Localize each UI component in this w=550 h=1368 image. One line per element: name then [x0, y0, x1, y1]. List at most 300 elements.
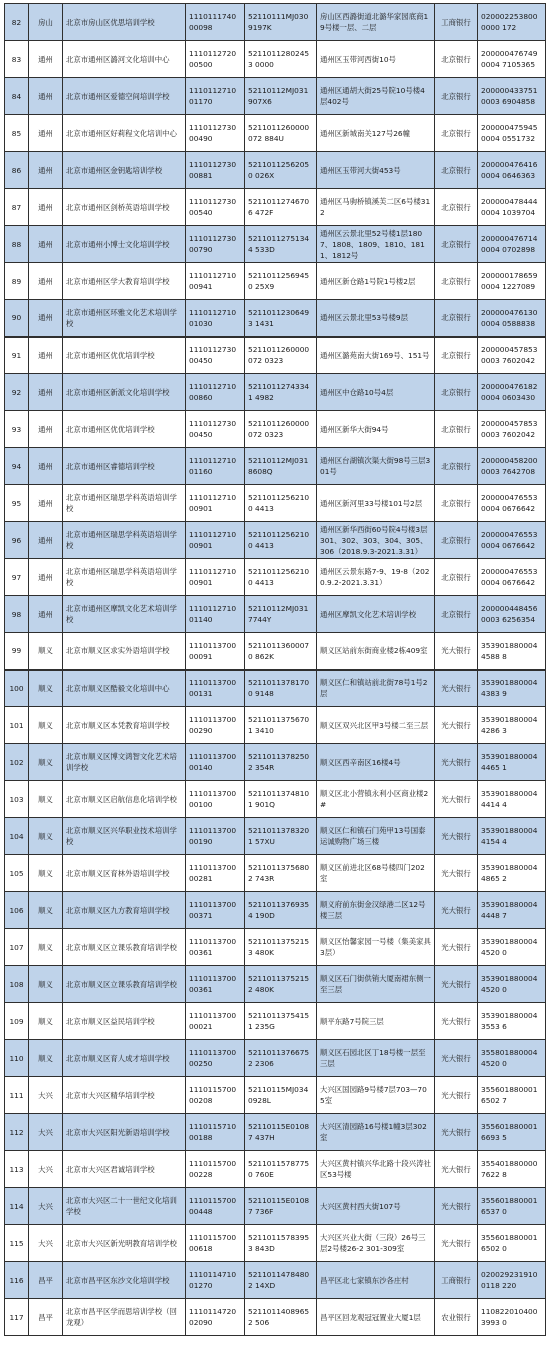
account-cell: 2000004784440004 1039704	[478, 189, 546, 226]
account-cell: 3539018800044286 3	[478, 707, 546, 744]
bank-cell: 光大银行	[435, 966, 478, 1003]
bank-cell: 光大银行	[435, 633, 478, 670]
credit-code-cell: 52110112MJ031 907X6	[245, 78, 317, 115]
district-cell: 通州	[29, 448, 63, 485]
credit-code-cell: 52110113756701 3410	[245, 707, 317, 744]
table-row	[5, 1225, 546, 1262]
table-row	[5, 1003, 546, 1040]
district-cell: 昌平	[29, 1262, 63, 1299]
account-cell: 0200022538000000 172	[478, 4, 546, 41]
district-cell: 通州	[29, 485, 63, 522]
row-number: 98	[5, 596, 29, 633]
license-code-cell: 1110113700 00371	[186, 892, 245, 929]
account-cell: 2000004765530004 0676642	[478, 522, 546, 559]
credit-code-cell: 52110113600070 862K	[245, 633, 317, 670]
credit-code-cell: 52110115MJ034 0928L	[245, 1077, 317, 1114]
license-code-cell: 1110115700 00228	[186, 1151, 245, 1188]
district-cell: 顺义	[29, 818, 63, 855]
row-number: 94	[5, 448, 29, 485]
school-name-cell: 北京市顺义区本凭教育培训学校	[63, 707, 186, 744]
credit-code-cell: 52110115787750 760E	[245, 1151, 317, 1188]
credit-code-cell: 52110113756802 743R	[245, 855, 317, 892]
account-cell: 3539018800044448 7	[478, 892, 546, 929]
bank-cell: 光大银行	[435, 1151, 478, 1188]
district-cell: 通州	[29, 374, 63, 411]
license-code-cell: 1110113700 00361	[186, 966, 245, 1003]
row-number: 109	[5, 1003, 29, 1040]
credit-code-cell: 52110112562100 4413	[245, 559, 317, 596]
credit-code-cell: 52110113748101 901Q	[245, 781, 317, 818]
account-cell: 3539018800044154 4	[478, 818, 546, 855]
row-number: 85	[5, 115, 29, 152]
table-row	[5, 781, 546, 818]
table-row	[5, 855, 546, 892]
table-row	[5, 1262, 546, 1299]
school-name-cell: 北京市通州小博士文化培训学校	[63, 226, 186, 263]
license-code-cell: 1110111740 00098	[186, 4, 245, 41]
table-row	[5, 596, 546, 633]
account-cell: 3556018800016502 7	[478, 1077, 546, 1114]
address-cell: 顺义区西辛南区16楼4号	[317, 744, 435, 781]
credit-code-cell: 52110113766752 2306	[245, 1040, 317, 1077]
row-number: 97	[5, 559, 29, 596]
credit-code-cell: 52110112751344 533D	[245, 226, 317, 263]
address-cell: 大兴区黄村镇兴华北路十段兴涛社区53号楼	[317, 1151, 435, 1188]
school-name-cell: 北京市大兴区阳光新语培训学校	[63, 1114, 186, 1151]
address-cell: 顺义府前东街金汉绿港二区12号楼三层	[317, 892, 435, 929]
address-cell: 通州区新河里33号楼101号2层	[317, 485, 435, 522]
address-cell: 顺义区双兴北区甲3号楼二至三层	[317, 707, 435, 744]
row-number: 107	[5, 929, 29, 966]
table-row	[5, 374, 546, 411]
license-code-cell: 1110112710 01030	[186, 300, 245, 337]
license-code-cell: 1110113700 00250	[186, 1040, 245, 1077]
row-number: 102	[5, 744, 29, 781]
district-cell: 大兴	[29, 1225, 63, 1262]
account-cell: 2000004484560003 6256354	[478, 596, 546, 633]
district-cell: 房山	[29, 4, 63, 41]
credit-code-cell: 52110112569450 25X9	[245, 263, 317, 300]
address-cell: 昌平区回龙观冠冠置业大厦1层	[317, 1299, 435, 1336]
account-cell: 2000004759450004 0551732	[478, 115, 546, 152]
bank-cell: 北京银行	[435, 522, 478, 559]
table-row	[5, 559, 546, 596]
credit-code-cell: 52110115783953 843D	[245, 1225, 317, 1262]
license-code-cell: 1110115710 00188	[186, 1114, 245, 1151]
credit-code-cell: 52110115E01087 736F	[245, 1188, 317, 1225]
district-cell: 顺义	[29, 892, 63, 929]
table-row	[5, 818, 546, 855]
credit-code-cell: 52110112562050 026X	[245, 152, 317, 189]
school-name-cell: 北京市顺义区博文鸿智文化艺术培训学校	[63, 744, 186, 781]
school-name-cell: 北京市大兴区精华培训学校	[63, 1077, 186, 1114]
address-cell: 昌平区北七家镇东沙各庄村	[317, 1262, 435, 1299]
district-cell: 通州	[29, 522, 63, 559]
district-cell: 大兴	[29, 1151, 63, 1188]
district-cell: 通州	[29, 300, 63, 337]
row-number: 114	[5, 1188, 29, 1225]
school-name-cell: 北京市通州区瑞思学科英语培训学校	[63, 522, 186, 559]
credit-code-cell: 52110113752153 480K	[245, 929, 317, 966]
table-row	[5, 1151, 546, 1188]
row-number: 83	[5, 41, 29, 78]
bank-cell: 北京银行	[435, 448, 478, 485]
credit-code-cell: 52110112802453 0000	[245, 41, 317, 78]
license-code-cell: 1110113700 00140	[186, 744, 245, 781]
table-row	[5, 966, 546, 1003]
table-row	[5, 744, 546, 781]
row-number: 108	[5, 966, 29, 1003]
district-cell: 顺义	[29, 1040, 63, 1077]
license-code-cell: 1110112730 00450	[186, 411, 245, 448]
credit-code-cell: 52110113754151 235G	[245, 1003, 317, 1040]
address-cell: 通州区云景北里52号楼1层1807、1808、1809、1810、1811、1812号	[317, 226, 435, 263]
district-cell: 顺义	[29, 1003, 63, 1040]
license-code-cell: 1110112710 00860	[186, 374, 245, 411]
row-number: 115	[5, 1225, 29, 1262]
table-row	[5, 263, 546, 300]
credit-code-cell: 52110112306493 1431	[245, 300, 317, 337]
row-number: 103	[5, 781, 29, 818]
bank-cell: 光大银行	[435, 818, 478, 855]
school-name-cell: 北京市大兴区二十一世纪文化培训学校	[63, 1188, 186, 1225]
school-name-cell: 北京市顺义区立课乐教育培训学校	[63, 966, 186, 1003]
license-code-cell: 1110113700 00190	[186, 818, 245, 855]
school-name-cell: 北京市通州区优优培训学校	[63, 411, 186, 448]
credit-code-cell: 52110113752152 480K	[245, 966, 317, 1003]
account-cell: 3556018800016537 0	[478, 1188, 546, 1225]
address-cell: 通州区玉带河西街10号	[317, 41, 435, 78]
license-code-cell: 1110112730 00540	[186, 189, 245, 226]
license-code-cell: 1110112730 00450	[186, 337, 245, 374]
account-cell: 2000004578530003 7602042	[478, 411, 546, 448]
account-cell: 3558018800044520 0	[478, 1040, 546, 1077]
table-row	[5, 41, 546, 78]
table-row	[5, 411, 546, 448]
school-name-cell: 北京市顺义区求实外语培训学校	[63, 633, 186, 670]
table-row	[5, 670, 546, 707]
row-number: 89	[5, 263, 29, 300]
credit-code-cell: 52110113782502 354R	[245, 744, 317, 781]
address-cell: 通州区云景东路7-9、19-8（2020.9.2-2021.3.31）	[317, 559, 435, 596]
row-number: 106	[5, 892, 29, 929]
credit-code-cell: 52110113781700 9148	[245, 670, 317, 707]
address-cell: 通州区新华西街60号院4号楼3层301、302、303、304、305、306（2018.9.3-2021.3.31）	[317, 522, 435, 559]
row-number: 110	[5, 1040, 29, 1077]
row-number: 92	[5, 374, 29, 411]
account-cell: 2000004761300004 0588838	[478, 300, 546, 337]
license-code-cell: 1110112710 00901	[186, 522, 245, 559]
table-row	[5, 337, 546, 374]
district-cell: 大兴	[29, 1114, 63, 1151]
account-cell: 3539018800044414 4	[478, 781, 546, 818]
district-cell: 通州	[29, 152, 63, 189]
table-row	[5, 485, 546, 522]
address-cell: 通州区摩凯文化艺术培训学校	[317, 596, 435, 633]
license-code-cell: 1110114710 01270	[186, 1262, 245, 1299]
license-code-cell: 1110113700 00131	[186, 670, 245, 707]
license-code-cell: 1110112710 01170	[186, 78, 245, 115]
address-cell: 顺义区北小营镇永利小区商业楼2#	[317, 781, 435, 818]
bank-cell: 光大银行	[435, 1040, 478, 1077]
bank-cell: 北京银行	[435, 485, 478, 522]
license-code-cell: 1110112710 00901	[186, 559, 245, 596]
bank-cell: 光大银行	[435, 781, 478, 818]
bank-cell: 光大银行	[435, 1114, 478, 1151]
school-name-cell: 北京市房山区优思培训学校	[63, 4, 186, 41]
district-cell: 顺义	[29, 855, 63, 892]
license-code-cell: 1110113700 00091	[186, 633, 245, 670]
credit-code-cell: 52110112746706 472F	[245, 189, 317, 226]
address-cell: 通州区新仓路1号院1号楼2层	[317, 263, 435, 300]
bank-cell: 北京银行	[435, 559, 478, 596]
license-code-cell: 1110114720 02090	[186, 1299, 245, 1336]
district-cell: 顺义	[29, 744, 63, 781]
school-name-cell: 北京市昌平区学而思培训学校（回龙观）	[63, 1299, 186, 1336]
district-cell: 通州	[29, 189, 63, 226]
bank-cell: 北京银行	[435, 263, 478, 300]
school-name-cell: 北京市通州区环雅文化艺术培训学校	[63, 300, 186, 337]
school-name-cell: 北京市通州区剑桥英语培训学校	[63, 189, 186, 226]
row-number: 113	[5, 1151, 29, 1188]
address-cell: 通州区新华大街94号	[317, 411, 435, 448]
row-number: 104	[5, 818, 29, 855]
license-code-cell: 1110112710 00941	[186, 263, 245, 300]
table-row	[5, 78, 546, 115]
address-cell: 顺平东路7号院三层	[317, 1003, 435, 1040]
row-number: 96	[5, 522, 29, 559]
account-cell: 3539018800044465 1	[478, 744, 546, 781]
table-row	[5, 115, 546, 152]
bank-cell: 北京银行	[435, 337, 478, 374]
school-name-cell: 北京市大兴区君诚培训学校	[63, 1151, 186, 1188]
bank-cell: 农业银行	[435, 1299, 478, 1336]
table-row	[5, 1299, 546, 1336]
table-row	[5, 522, 546, 559]
license-code-cell: 1110112710 00901	[186, 485, 245, 522]
bank-cell: 光大银行	[435, 744, 478, 781]
district-cell: 昌平	[29, 1299, 63, 1336]
district-cell: 顺义	[29, 966, 63, 1003]
address-cell: 顺义区站前东街商业楼2栋409室	[317, 633, 435, 670]
license-code-cell: 1110112710 01160	[186, 448, 245, 485]
table-row	[5, 189, 546, 226]
license-code-cell: 1110115700 00448	[186, 1188, 245, 1225]
school-table	[4, 3, 546, 1336]
account-cell: 2000004767490004 7105365	[478, 41, 546, 78]
account-cell: 3539018800044520 0	[478, 966, 546, 1003]
district-cell: 通州	[29, 115, 63, 152]
address-cell: 大兴区清园路16号楼1幢3层302室	[317, 1114, 435, 1151]
row-number: 99	[5, 633, 29, 670]
bank-cell: 光大银行	[435, 1003, 478, 1040]
district-cell: 通州	[29, 337, 63, 374]
account-cell: 3539018800044865 2	[478, 855, 546, 892]
table-body	[5, 4, 546, 1336]
school-name-cell: 北京市顺义区益民培训学校	[63, 1003, 186, 1040]
address-cell: 顺义区仁和镇站前北街78号1号2层	[317, 670, 435, 707]
district-cell: 通州	[29, 263, 63, 300]
bank-cell: 光大银行	[435, 855, 478, 892]
bank-cell: 光大银行	[435, 670, 478, 707]
license-code-cell: 1110112720 00500	[186, 41, 245, 78]
school-name-cell: 北京市昌平区东沙文化培训学校	[63, 1262, 186, 1299]
account-cell: 1108220104003993 0	[478, 1299, 546, 1336]
district-cell: 通州	[29, 411, 63, 448]
school-name-cell: 北京市大兴区新光明教育培训学校	[63, 1225, 186, 1262]
table-row	[5, 1114, 546, 1151]
bank-cell: 北京银行	[435, 596, 478, 633]
table-row	[5, 929, 546, 966]
address-cell: 顺义区仁和镇石门苑甲13号国泰运诚购物广场三楼	[317, 818, 435, 855]
account-cell: 2000004761820004 0603430	[478, 374, 546, 411]
account-cell: 2000004582000003 7642708	[478, 448, 546, 485]
account-cell: 3556018800016502 0	[478, 1225, 546, 1262]
district-cell: 顺义	[29, 707, 63, 744]
district-cell: 大兴	[29, 1188, 63, 1225]
bank-cell: 北京银行	[435, 226, 478, 263]
bank-cell: 北京银行	[435, 41, 478, 78]
table-row	[5, 4, 546, 41]
address-cell: 大兴区兴业大街（三段）26号三层2号楼26-2 301-309室	[317, 1225, 435, 1262]
account-cell: 2000004767140004 0702898	[478, 226, 546, 263]
license-code-cell: 1110113700 00361	[186, 929, 245, 966]
bank-cell: 北京银行	[435, 152, 478, 189]
district-cell: 顺义	[29, 633, 63, 670]
school-name-cell: 北京市通州区好莉程文化培训中心	[63, 115, 186, 152]
credit-code-cell: 5211011260000072 0323	[245, 337, 317, 374]
license-code-cell: 1110113700 00100	[186, 781, 245, 818]
school-name-cell: 北京市顺义区酷毅文化培训中心	[63, 670, 186, 707]
bank-cell: 光大银行	[435, 707, 478, 744]
address-cell: 顺义区前进北区68号楼四门202室	[317, 855, 435, 892]
school-name-cell: 北京市顺义区育林外语培训学校	[63, 855, 186, 892]
credit-code-cell: 52110112562100 4413	[245, 522, 317, 559]
license-code-cell: 1110113700 00021	[186, 1003, 245, 1040]
credit-code-cell: 52110114089652 506	[245, 1299, 317, 1336]
license-code-cell: 1110112730 00490	[186, 115, 245, 152]
district-cell: 通州	[29, 41, 63, 78]
bank-cell: 光大银行	[435, 929, 478, 966]
credit-code-cell: 5211011260000072 0323	[245, 411, 317, 448]
row-number: 93	[5, 411, 29, 448]
district-cell: 通州	[29, 559, 63, 596]
account-cell: 3539018800043553 6	[478, 1003, 546, 1040]
school-name-cell: 北京市通州区睿德培训学校	[63, 448, 186, 485]
account-cell: 0200292319100118 220	[478, 1262, 546, 1299]
district-cell: 通州	[29, 78, 63, 115]
table-row	[5, 300, 546, 337]
address-cell: 通州区云景北里53号楼9层	[317, 300, 435, 337]
row-number: 111	[5, 1077, 29, 1114]
account-cell: 2000004764160004 0646363	[478, 152, 546, 189]
credit-code-cell: 52110113783201 57XU	[245, 818, 317, 855]
table-row	[5, 892, 546, 929]
bank-cell: 北京银行	[435, 411, 478, 448]
row-number: 95	[5, 485, 29, 522]
address-cell: 顺义区怡馨家园一号楼（集美家具3层）	[317, 929, 435, 966]
row-number: 100	[5, 670, 29, 707]
document-page	[4, 3, 545, 1365]
school-name-cell: 北京市顺义区启航信息化培训学校	[63, 781, 186, 818]
district-cell: 大兴	[29, 1077, 63, 1114]
credit-code-cell: 52110113769354 190D	[245, 892, 317, 929]
license-code-cell: 1110112730 00790	[186, 226, 245, 263]
account-cell: 3554018800007622 8	[478, 1151, 546, 1188]
credit-code-cell: 52110115E01087 437H	[245, 1114, 317, 1151]
bank-cell: 光大银行	[435, 1077, 478, 1114]
address-cell: 通州区新城南关127号26幢	[317, 115, 435, 152]
credit-code-cell: 52110111MJ030 9197K	[245, 4, 317, 41]
row-number: 88	[5, 226, 29, 263]
table-row	[5, 1040, 546, 1077]
table-row	[5, 633, 546, 670]
table-row	[5, 707, 546, 744]
row-number: 117	[5, 1299, 29, 1336]
school-name-cell: 北京市通州区潞河文化培训中心	[63, 41, 186, 78]
bank-cell: 光大银行	[435, 892, 478, 929]
address-cell: 顺义区石园北区丁18号楼一层至三层	[317, 1040, 435, 1077]
credit-code-cell: 52110112MJ031 7744Y	[245, 596, 317, 633]
row-number: 112	[5, 1114, 29, 1151]
row-number: 91	[5, 337, 29, 374]
row-number: 82	[5, 4, 29, 41]
table-row	[5, 152, 546, 189]
school-name-cell: 北京市通州区摩凯文化艺术培训学校	[63, 596, 186, 633]
credit-code-cell: 52110112562100 4413	[245, 485, 317, 522]
bank-cell: 北京银行	[435, 115, 478, 152]
row-number: 90	[5, 300, 29, 337]
address-cell: 大兴区黄村西大街107号	[317, 1188, 435, 1225]
row-number: 86	[5, 152, 29, 189]
bank-cell: 北京银行	[435, 374, 478, 411]
account-cell: 2000001786590004 1227089	[478, 263, 546, 300]
bank-cell: 光大银行	[435, 1188, 478, 1225]
table-row	[5, 448, 546, 485]
district-cell: 顺义	[29, 781, 63, 818]
license-code-cell: 1110115700 00618	[186, 1225, 245, 1262]
bank-cell: 光大银行	[435, 1225, 478, 1262]
address-cell: 通州区玉带河大街453号	[317, 152, 435, 189]
table-row	[5, 1077, 546, 1114]
bank-cell: 工商银行	[435, 1262, 478, 1299]
row-number: 87	[5, 189, 29, 226]
row-number: 84	[5, 78, 29, 115]
address-cell: 大兴区国园路9号楼7层703—705室	[317, 1077, 435, 1114]
credit-code-cell: 5211011260000072 884U	[245, 115, 317, 152]
account-cell: 3539018800044383 9	[478, 670, 546, 707]
school-name-cell: 北京市通州区爱德空间培训学校	[63, 78, 186, 115]
account-cell: 2000004337510003 6904858	[478, 78, 546, 115]
table-row	[5, 1188, 546, 1225]
bank-cell: 北京银行	[435, 78, 478, 115]
school-name-cell: 北京市通州区学大教育培训学校	[63, 263, 186, 300]
credit-code-cell: 52110112743341 4982	[245, 374, 317, 411]
address-cell: 顺义区石门街供销大厦南裙东侧一至三层	[317, 966, 435, 1003]
account-cell: 3539018800044520 0	[478, 929, 546, 966]
table-row	[5, 226, 546, 263]
address-cell: 通州区潞苑南大街169号、151号	[317, 337, 435, 374]
school-name-cell: 北京市通州区优优培训学校	[63, 337, 186, 374]
school-name-cell: 北京市顺义区九方教育培训学校	[63, 892, 186, 929]
account-cell: 3556018800016693 5	[478, 1114, 546, 1151]
school-name-cell: 北京市顺义区兴华职业技术培训学校	[63, 818, 186, 855]
address-cell: 通州区台湖镇次渠大街98号三层301号	[317, 448, 435, 485]
district-cell: 顺义	[29, 670, 63, 707]
row-number: 116	[5, 1262, 29, 1299]
bank-cell: 工商银行	[435, 4, 478, 41]
district-cell: 顺义	[29, 929, 63, 966]
